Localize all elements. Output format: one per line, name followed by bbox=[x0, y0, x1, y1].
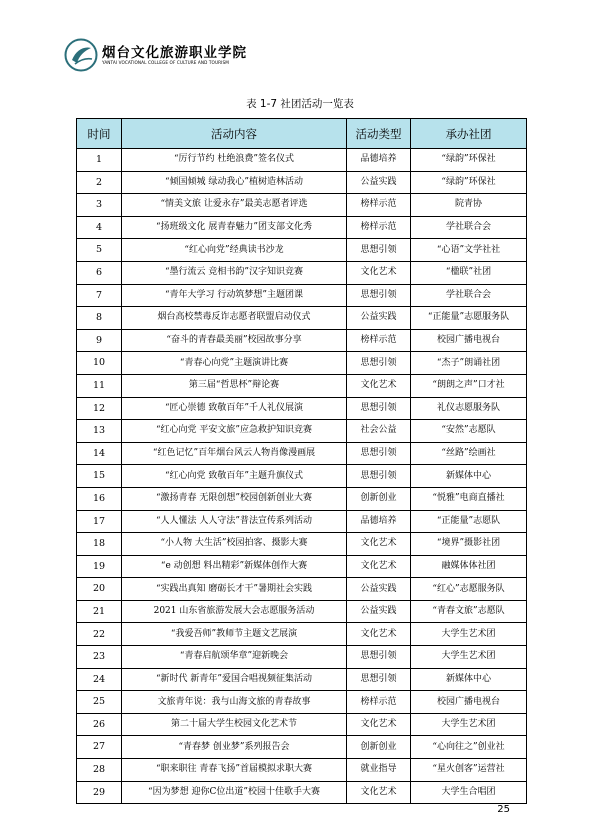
table-row bbox=[77, 171, 527, 194]
cell-type: 创新创业 bbox=[347, 487, 411, 510]
cell-index: 1 bbox=[77, 149, 122, 172]
table-row bbox=[77, 623, 527, 646]
column-header-type: 活动类型 bbox=[347, 119, 411, 149]
cell-type: 思想引领 bbox=[347, 646, 411, 669]
table-row bbox=[77, 442, 527, 465]
cell-type: 文化艺术 bbox=[347, 374, 411, 397]
cell-index: 13 bbox=[77, 420, 122, 443]
cell-club: “绿韵”环保社 bbox=[411, 171, 527, 194]
cell-activity: “新时代 新青年”爱国合唱视频征集活动 bbox=[122, 668, 347, 691]
cell-club: 学社联合会 bbox=[411, 216, 527, 239]
table-header-row bbox=[77, 119, 527, 149]
table-row bbox=[77, 487, 527, 510]
cell-type: 思想引领 bbox=[347, 239, 411, 262]
table-row bbox=[77, 352, 527, 375]
cell-activity: 文旅青年说：我与山海文旅的青春故事 bbox=[122, 691, 347, 714]
cell-type: 文化艺术 bbox=[347, 261, 411, 284]
table-row bbox=[77, 555, 527, 578]
cell-type: 榜样示范 bbox=[347, 691, 411, 714]
cell-type: 思想引领 bbox=[347, 284, 411, 307]
table-row bbox=[77, 646, 527, 669]
cell-activity: “人人懂法 人人守法”普法宣传系列活动 bbox=[122, 510, 347, 533]
cell-club: 校园广播电视台 bbox=[411, 329, 527, 352]
table-row bbox=[77, 736, 527, 759]
cell-type: 榜样示范 bbox=[347, 216, 411, 239]
cell-index: 21 bbox=[77, 600, 122, 623]
cell-club: 大学生艺术团 bbox=[411, 713, 527, 736]
cell-index: 23 bbox=[77, 646, 122, 669]
cell-activity: “红心向党”经典读书沙龙 bbox=[122, 239, 347, 262]
cell-type: 就业指导 bbox=[347, 759, 411, 782]
cell-club: “杰子”朗诵社团 bbox=[411, 352, 527, 375]
cell-type: 文化艺术 bbox=[347, 533, 411, 556]
cell-index: 10 bbox=[77, 352, 122, 375]
column-header-club: 承办社团 bbox=[411, 119, 527, 149]
cell-index: 2 bbox=[77, 171, 122, 194]
cell-index: 14 bbox=[77, 442, 122, 465]
cell-index: 26 bbox=[77, 713, 122, 736]
cell-index: 22 bbox=[77, 623, 122, 646]
cell-index: 24 bbox=[77, 668, 122, 691]
cell-index: 9 bbox=[77, 329, 122, 352]
table-row bbox=[77, 216, 527, 239]
cell-activity: “红心向党 平安文旅”应急救护知识竞赛 bbox=[122, 420, 347, 443]
cell-index: 29 bbox=[77, 781, 122, 804]
cell-activity: “青春心向党”主题演讲比赛 bbox=[122, 352, 347, 375]
cell-activity: “红心向党 致敬百年”主题升旗仪式 bbox=[122, 465, 347, 488]
cell-club: 大学生艺术团 bbox=[411, 623, 527, 646]
cell-activity: 烟台高校禁毒反诈志愿者联盟启动仪式 bbox=[122, 307, 347, 330]
cell-type: 思想引领 bbox=[347, 397, 411, 420]
cell-activity: “厉行节约 杜绝浪费”签名仪式 bbox=[122, 149, 347, 172]
cell-activity: “青春启航颂华章”迎新晚会 bbox=[122, 646, 347, 669]
cell-club: “丝路”绘画社 bbox=[411, 442, 527, 465]
table-row bbox=[77, 533, 527, 556]
club-activities-table bbox=[76, 118, 527, 804]
table-row bbox=[77, 781, 527, 804]
cell-index: 16 bbox=[77, 487, 122, 510]
cell-type: 品德培养 bbox=[347, 510, 411, 533]
cell-club: “安然”志愿队 bbox=[411, 420, 527, 443]
cell-activity: “小人物 大生活”校园拍客、摄影大赛 bbox=[122, 533, 347, 556]
cell-type: 公益实践 bbox=[347, 578, 411, 601]
column-header-time: 时间 bbox=[77, 119, 122, 149]
cell-club: “心向往之”创业社 bbox=[411, 736, 527, 759]
page-number: 25 bbox=[497, 804, 510, 815]
cell-club: “悦雅”电商直播社 bbox=[411, 487, 527, 510]
table-row bbox=[77, 691, 527, 714]
cell-index: 3 bbox=[77, 194, 122, 217]
cell-index: 6 bbox=[77, 261, 122, 284]
cell-activity: “墨行流云 竞相书韵”汉字知识竞赛 bbox=[122, 261, 347, 284]
cell-type: 公益实践 bbox=[347, 600, 411, 623]
cell-type: 文化艺术 bbox=[347, 555, 411, 578]
cell-type: 思想引领 bbox=[347, 465, 411, 488]
cell-index: 12 bbox=[77, 397, 122, 420]
table-row bbox=[77, 465, 527, 488]
table-row bbox=[77, 307, 527, 330]
cell-club: 大学生艺术团 bbox=[411, 646, 527, 669]
cell-type: 思想引领 bbox=[347, 442, 411, 465]
cell-activity: “e 动创想 料出精彩”新媒体创作大赛 bbox=[122, 555, 347, 578]
cell-activity: “激扬青春 无限创想”校园创新创业大赛 bbox=[122, 487, 347, 510]
cell-type: 思想引领 bbox=[347, 352, 411, 375]
cell-type: 榜样示范 bbox=[347, 329, 411, 352]
cell-activity: “扬班级文化 展青春魅力”团支部文化秀 bbox=[122, 216, 347, 239]
cell-type: 文化艺术 bbox=[347, 713, 411, 736]
cell-type: 文化艺术 bbox=[347, 781, 411, 804]
cell-index: 15 bbox=[77, 465, 122, 488]
cell-activity: “红色记忆”百年烟台风云人物肖像漫画展 bbox=[122, 442, 347, 465]
cell-type: 榜样示范 bbox=[347, 194, 411, 217]
cell-type: 创新创业 bbox=[347, 736, 411, 759]
cell-activity: “倾国倾城 绿动我心”植树造林活动 bbox=[122, 171, 347, 194]
table-row bbox=[77, 329, 527, 352]
cell-club: 新媒体中心 bbox=[411, 668, 527, 691]
column-header-content: 活动内容 bbox=[122, 119, 347, 149]
table-row bbox=[77, 668, 527, 691]
cell-activity: 2021 山东省旅游发展大会志愿服务活动 bbox=[122, 600, 347, 623]
table-row bbox=[77, 759, 527, 782]
cell-type: 品德培养 bbox=[347, 149, 411, 172]
school-logo-icon bbox=[64, 38, 98, 72]
cell-index: 25 bbox=[77, 691, 122, 714]
cell-index: 5 bbox=[77, 239, 122, 262]
cell-activity: “奋斗的青春最美丽”校园故事分享 bbox=[122, 329, 347, 352]
cell-club: “正能量”志愿队 bbox=[411, 510, 527, 533]
cell-activity: “情美文旅 让爱永存”最美志愿者评选 bbox=[122, 194, 347, 217]
cell-index: 4 bbox=[77, 216, 122, 239]
cell-index: 27 bbox=[77, 736, 122, 759]
cell-club: “境界”摄影社团 bbox=[411, 533, 527, 556]
school-header bbox=[64, 36, 264, 78]
cell-activity: “我爱吾师”教师节主题文艺展演 bbox=[122, 623, 347, 646]
school-name: 烟台文化旅游职业学院 bbox=[102, 45, 247, 61]
table-row bbox=[77, 578, 527, 601]
cell-activity: 第三届“哲思杯”辩论赛 bbox=[122, 374, 347, 397]
cell-club: “青春文旅”志愿队 bbox=[411, 600, 527, 623]
cell-club: 新媒体中心 bbox=[411, 465, 527, 488]
cell-activity: “因为梦想 迎你C位出道”校园十佳歌手大赛 bbox=[122, 781, 347, 804]
cell-activity: “职来职往 青春飞扬”首届模拟求职大赛 bbox=[122, 759, 347, 782]
table-row bbox=[77, 397, 527, 420]
cell-club: “星火创客”运营社 bbox=[411, 759, 527, 782]
table-row bbox=[77, 510, 527, 533]
cell-club: “绿韵”环保社 bbox=[411, 149, 527, 172]
cell-activity: “青年大学习 行动筑梦想”主题团课 bbox=[122, 284, 347, 307]
cell-activity: “青春梦 创业梦”系列报告会 bbox=[122, 736, 347, 759]
cell-type: 社会公益 bbox=[347, 420, 411, 443]
cell-type: 思想引领 bbox=[347, 668, 411, 691]
cell-club: 融媒体体社团 bbox=[411, 555, 527, 578]
cell-index: 18 bbox=[77, 533, 122, 556]
table-row bbox=[77, 600, 527, 623]
cell-index: 28 bbox=[77, 759, 122, 782]
cell-club: “正能量”志愿服务队 bbox=[411, 307, 527, 330]
table-body bbox=[77, 149, 527, 804]
cell-club: “朗朗之声”口才社 bbox=[411, 374, 527, 397]
cell-index: 19 bbox=[77, 555, 122, 578]
cell-club: “红心”志愿服务队 bbox=[411, 578, 527, 601]
cell-activity: “匠心崇德 致敬百年”千人礼仪展演 bbox=[122, 397, 347, 420]
cell-club: 校园广播电视台 bbox=[411, 691, 527, 714]
table-caption: 表 1-7 社团活动一览表 bbox=[246, 98, 354, 110]
cell-type: 公益实践 bbox=[347, 171, 411, 194]
cell-index: 11 bbox=[77, 374, 122, 397]
cell-activity: “实践出真知 磨砺长才干”暑期社会实践 bbox=[122, 578, 347, 601]
table-row bbox=[77, 374, 527, 397]
cell-club: 礼仪志愿服务队 bbox=[411, 397, 527, 420]
cell-club: 学社联合会 bbox=[411, 284, 527, 307]
table-row bbox=[77, 239, 527, 262]
table-row bbox=[77, 420, 527, 443]
cell-activity: 第二十届大学生校园文化艺术节 bbox=[122, 713, 347, 736]
cell-club: 院青协 bbox=[411, 194, 527, 217]
cell-type: 文化艺术 bbox=[347, 623, 411, 646]
cell-club: 大学生合唱团 bbox=[411, 781, 527, 804]
school-name-en: YANTAI VOCATIONAL COLLEGE OF CULTURE AND TOURISM bbox=[102, 60, 229, 65]
table-row bbox=[77, 284, 527, 307]
table-row bbox=[77, 149, 527, 172]
cell-index: 17 bbox=[77, 510, 122, 533]
cell-index: 7 bbox=[77, 284, 122, 307]
cell-club: “楹联”社团 bbox=[411, 261, 527, 284]
cell-index: 20 bbox=[77, 578, 122, 601]
table-row bbox=[77, 713, 527, 736]
table-row bbox=[77, 194, 527, 217]
cell-club: “心语”文学社社 bbox=[411, 239, 527, 262]
cell-type: 公益实践 bbox=[347, 307, 411, 330]
cell-index: 8 bbox=[77, 307, 122, 330]
table-row bbox=[77, 261, 527, 284]
